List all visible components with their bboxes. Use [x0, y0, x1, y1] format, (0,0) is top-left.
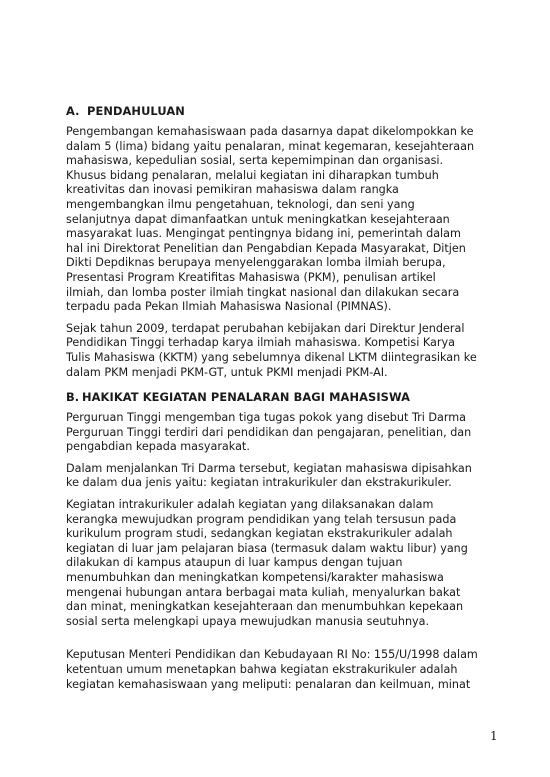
text-line: kurikulum program studi, sedangkan kegiatan ekstrakurikuler adalah — [66, 527, 453, 541]
text-line: menumbuhkan dan meningkatkan kompetensi/karakter mahasiswa — [66, 571, 444, 585]
paragraph — [66, 322, 502, 380]
text-line: Pendidikan Tinggi terhadap karya ilmiah mahasiswa. Kompetisi Karya — [66, 336, 455, 350]
text-line: Kegiatan intrakurikuler adalah kegiatan yang dilaksanakan dalam — [66, 498, 434, 512]
section-heading-b — [66, 390, 502, 405]
text-line: dilakukan di kampus ataupun di luar kampus dengan tujuan — [66, 556, 403, 570]
text-line: dalam 5 (lima) bidang yaitu penalaran, minat kegemaran, kesejahteraan — [66, 139, 475, 153]
section-title: PENDAHULUAN — [87, 104, 185, 118]
text-line: terpadu pada Pekan Ilmiah Mahasiswa Nasional (PIMNAS). — [66, 300, 392, 314]
text-line: Dalam menjalankan Tri Darma tersebut, kegiatan mahasiswa dipisahkan — [66, 461, 472, 475]
text-line: Sejak tahun 2009, terdapat perubahan kebijakan dari Direktur Jenderal — [66, 321, 465, 335]
text-line: selanjutnya dapat dimanfaatkan untuk meningkatkan kesejahteraan — [66, 212, 450, 226]
text-line: Pengembangan kemahasiswaan pada dasarnya dapat dikelompokkan ke — [66, 125, 474, 138]
text-line: Keputusan Menteri Pendidikan dan Kebudayaan RI No: 155/U/1998 dalam — [66, 648, 478, 662]
text-line: kreativitas dan inovasi pemikiran mahasiswa dalam rangka — [66, 183, 399, 197]
section-heading-a — [66, 104, 502, 119]
text-line: pengabdian kepada masyarakat. — [66, 440, 250, 454]
text-line: sosial serta melengkapi upaya mewujudkan manusia seutuhnya. — [66, 614, 430, 628]
text-line: ilmiah, dan lomba poster ilmiah tingkat nasional dan dilakukan secara — [66, 285, 460, 299]
paragraph — [66, 648, 502, 692]
text-line: dalam PKM menjadi PKM-GT, untuk PKMI menjadi PKM-AI. — [66, 365, 388, 379]
document-body — [66, 104, 502, 699]
section-number: B. — [66, 390, 80, 405]
text-line: kerangka mewujudkan program pendidikan yang telah tersusun pada — [66, 512, 457, 526]
text-line: hal ini Direktorat Penelitian dan Pengabdian Kepada Masyarakat, Ditjen — [66, 241, 466, 255]
text-line: Dikti Depdiknas berupaya menyelenggarakan lomba ilmiah berupa, — [66, 256, 446, 270]
text-line: Perguruan Tinggi terdiri dari pendidikan dan pengajaran, penelitian, dan — [66, 425, 472, 439]
text-line: Perguruan Tinggi mengemban tiga tugas pokok yang disebut Tri Darma — [66, 411, 467, 425]
text-line: kegiatan kemahasiswaan yang meliputi: penalaran dan keilmuan, minat — [66, 677, 471, 691]
section-title: HAKIKAT KEGIATAN PENALARAN BAGI MAHASISWA — [82, 390, 411, 405]
paragraph-spacer — [66, 636, 502, 648]
text-line: dan minat, meningkatkan kesejahteraan dan menumbuhkan kepekaan — [66, 600, 464, 614]
paragraph — [66, 411, 502, 455]
paragraph — [66, 462, 502, 491]
text-line: mengenai hubungan antara berbagai mata kuliah, menyalurkan bakat — [66, 585, 461, 599]
text-line: masyarakat luas. Mengingat pentingnya bidang ini, pemerintah dalam — [66, 227, 461, 241]
paragraph — [66, 125, 502, 315]
paragraph — [66, 498, 502, 629]
section-number: A. — [66, 104, 80, 118]
text-line: Presentasi Program Kreatifitas Mahasiswa (PKM), penulisan artikel — [66, 270, 436, 284]
text-line: ketentuan umum menetapkan bahwa kegiatan ekstrakurikuler adalah — [66, 663, 458, 676]
text-line: mengembangkan ilmu pengetahuan, teknologi, dan seni yang — [66, 197, 415, 211]
text-line: Tulis Mahasiswa (KKTM) yang sebelumnya dikenal LKTM diintegrasikan ke — [66, 350, 477, 364]
page-number: 1 — [490, 729, 498, 743]
text-line: mahasiswa, kepedulian sosial, serta kepemimpinan dan organisasi. — [66, 154, 444, 168]
text-line: Khusus bidang penalaran, melalui kegiatan ini diharapkan tumbuh — [66, 168, 439, 182]
text-line: ke dalam dua jenis yaitu: kegiatan intrakurikuler dan ekstrakurikuler. — [66, 476, 452, 490]
text-line: kegiatan di luar jam pelajaran biasa (termasuk dalam waktu libur) yang — [66, 541, 468, 555]
